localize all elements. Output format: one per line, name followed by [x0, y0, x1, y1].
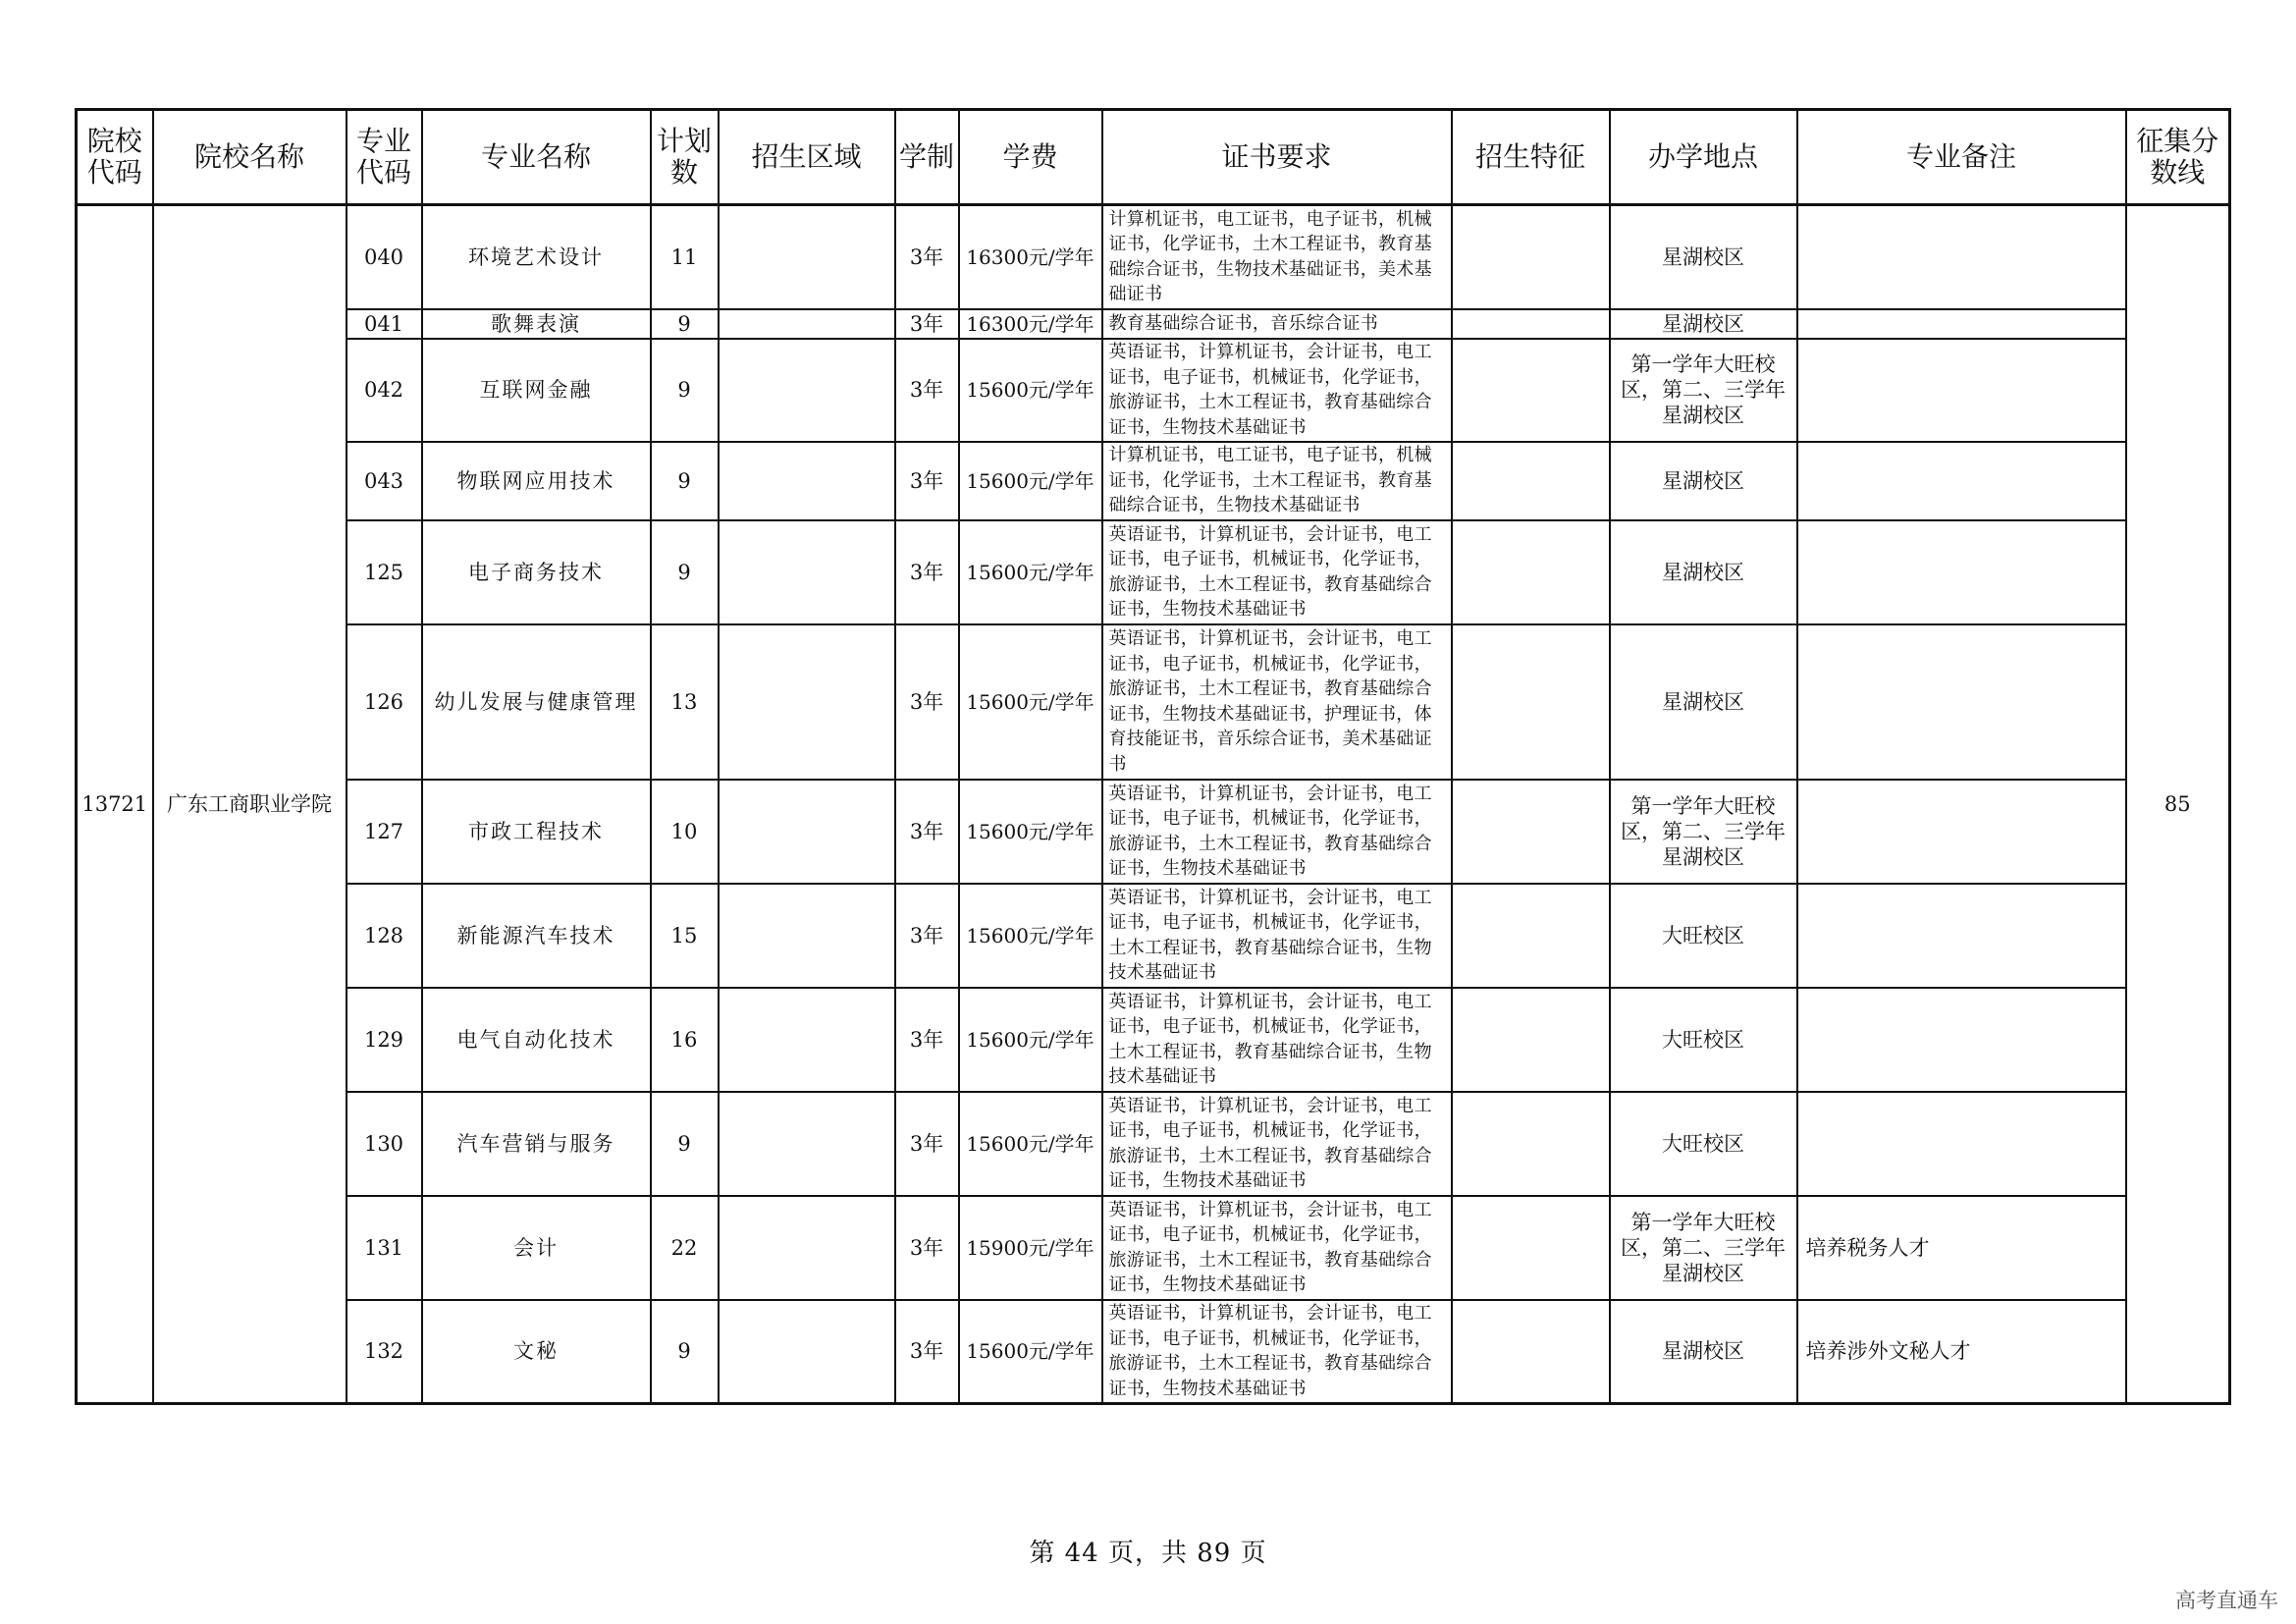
major-code-cell: 130	[347, 1092, 422, 1196]
plan-count-cell: 16	[651, 988, 719, 1092]
header-school-code: 院校代码	[77, 110, 153, 205]
major-name-cell: 环境艺术设计	[422, 205, 651, 309]
major-code-cell: 128	[347, 884, 422, 988]
feature-cell	[1452, 988, 1610, 1092]
fee-cell: 15600元/学年	[959, 988, 1102, 1092]
feature-cell	[1452, 884, 1610, 988]
school-name-cell: 广东工商职业学院	[153, 205, 347, 1404]
duration-cell: 3年	[895, 205, 959, 309]
certificate-cell: 英语证书，计算机证书，会计证书，电工证书，电子证书，机械证书，化学证书，旅游证书，土木工程证书，教育基础综合证书，生物技术基础证书	[1102, 1092, 1452, 1196]
region-cell	[719, 624, 895, 780]
table-row	[77, 205, 2230, 309]
feature-cell	[1452, 780, 1610, 884]
fee-cell: 15600元/学年	[959, 780, 1102, 884]
major-code-cell: 042	[347, 339, 422, 442]
note-cell	[1797, 520, 2126, 624]
certificate-cell: 计算机证书，电工证书，电子证书，机械证书，化学证书，土木工程证书，教育基础综合证书，生物技术基础证书	[1102, 442, 1452, 520]
certificate-cell: 英语证书，计算机证书，会计证书，电工证书，电子证书，机械证书，化学证书，旅游证书，土木工程证书，教育基础综合证书，生物技术基础证书	[1102, 780, 1452, 884]
duration-cell: 3年	[895, 1196, 959, 1300]
location-cell: 大旺校区	[1610, 988, 1797, 1092]
plan-count-cell: 22	[651, 1196, 719, 1300]
table-row	[77, 309, 2230, 339]
major-name-cell: 汽车营销与服务	[422, 1092, 651, 1196]
certificate-cell: 英语证书，计算机证书，会计证书，电工证书，电子证书，机械证书，化学证书，旅游证书，土木工程证书，教育基础综合证书，生物技术基础证书	[1102, 339, 1452, 442]
duration-cell: 3年	[895, 520, 959, 624]
plan-count-cell: 15	[651, 884, 719, 988]
fee-cell: 15600元/学年	[959, 339, 1102, 442]
note-cell	[1797, 309, 2126, 339]
plan-count-cell: 9	[651, 1092, 719, 1196]
note-cell	[1797, 780, 2126, 884]
feature-cell	[1452, 1300, 1610, 1404]
fee-cell: 15600元/学年	[959, 442, 1102, 520]
certificate-cell: 英语证书，计算机证书，会计证书，电工证书，电子证书，机械证书，化学证书，旅游证书，土木工程证书，教育基础综合证书，生物技术基础证书	[1102, 1196, 1452, 1300]
certificate-cell: 英语证书，计算机证书，会计证书，电工证书，电子证书，机械证书，化学证书，旅游证书，土木工程证书，教育基础综合证书，生物技术基础证书，护理证书，体育技能证书，音乐综合证书，美术基础证书	[1102, 624, 1452, 780]
region-cell	[719, 988, 895, 1092]
major-name-cell: 幼儿发展与健康管理	[422, 624, 651, 780]
certificate-cell: 教育基础综合证书，音乐综合证书	[1102, 309, 1452, 339]
feature-cell	[1452, 309, 1610, 339]
certificate-cell: 英语证书，计算机证书，会计证书，电工证书，电子证书，机械证书，化学证书，旅游证书，土木工程证书，教育基础综合证书，生物技术基础证书	[1102, 1300, 1452, 1404]
score-line-cell: 85	[2126, 205, 2230, 1404]
feature-cell	[1452, 1092, 1610, 1196]
note-cell	[1797, 339, 2126, 442]
note-cell: 培养税务人才	[1797, 1196, 2126, 1300]
note-cell: 培养涉外文秘人才	[1797, 1300, 2126, 1404]
plan-count-cell: 10	[651, 780, 719, 884]
feature-cell	[1452, 205, 1610, 309]
header-fee: 学费	[959, 110, 1102, 205]
note-cell	[1797, 884, 2126, 988]
plan-count-cell: 9	[651, 1300, 719, 1404]
table-row	[77, 1092, 2230, 1196]
fee-cell: 15600元/学年	[959, 884, 1102, 988]
region-cell	[719, 1092, 895, 1196]
location-cell: 星湖校区	[1610, 309, 1797, 339]
location-cell: 星湖校区	[1610, 442, 1797, 520]
header-location: 办学地点	[1610, 110, 1797, 205]
header-major-code: 专业代码	[347, 110, 422, 205]
duration-cell: 3年	[895, 1092, 959, 1196]
duration-cell: 3年	[895, 309, 959, 339]
table-body	[77, 205, 2230, 1404]
watermark: 高考直通车	[2175, 1589, 2278, 1612]
fee-cell: 15600元/学年	[959, 1300, 1102, 1404]
location-cell: 大旺校区	[1610, 1092, 1797, 1196]
header-certificate: 证书要求	[1102, 110, 1452, 205]
major-name-cell: 歌舞表演	[422, 309, 651, 339]
plan-count-cell: 9	[651, 520, 719, 624]
major-code-cell: 040	[347, 205, 422, 309]
header-score-line: 征集分数线	[2126, 110, 2230, 205]
table-row	[77, 1300, 2230, 1404]
location-cell: 星湖校区	[1610, 520, 1797, 624]
header-major-name: 专业名称	[422, 110, 651, 205]
duration-cell: 3年	[895, 988, 959, 1092]
location-cell: 第一学年大旺校区，第二、三学年星湖校区	[1610, 339, 1797, 442]
note-cell	[1797, 988, 2126, 1092]
fee-cell: 15600元/学年	[959, 520, 1102, 624]
region-cell	[719, 309, 895, 339]
header-feature: 招生特征	[1452, 110, 1610, 205]
admission-plan-sheet	[75, 108, 2228, 1405]
header-school-name: 院校名称	[153, 110, 347, 205]
header-duration: 学制	[895, 110, 959, 205]
region-cell	[719, 1196, 895, 1300]
plan-count-cell: 9	[651, 339, 719, 442]
feature-cell	[1452, 339, 1610, 442]
note-cell	[1797, 624, 2126, 780]
duration-cell: 3年	[895, 780, 959, 884]
plan-count-cell: 13	[651, 624, 719, 780]
feature-cell	[1452, 520, 1610, 624]
school-code-cell: 13721	[77, 205, 153, 1404]
table-row	[77, 520, 2230, 624]
region-cell	[719, 442, 895, 520]
table-row	[77, 780, 2230, 884]
feature-cell	[1452, 442, 1610, 520]
table-header-row	[77, 110, 2230, 205]
region-cell	[719, 780, 895, 884]
plan-count-cell: 9	[651, 309, 719, 339]
table-row	[77, 1196, 2230, 1300]
location-cell: 第一学年大旺校区，第二、三学年星湖校区	[1610, 1196, 1797, 1300]
major-name-cell: 互联网金融	[422, 339, 651, 442]
location-cell: 大旺校区	[1610, 884, 1797, 988]
region-cell	[719, 339, 895, 442]
header-plan-count: 计划数	[651, 110, 719, 205]
feature-cell	[1452, 624, 1610, 780]
duration-cell: 3年	[895, 442, 959, 520]
plan-count-cell: 11	[651, 205, 719, 309]
note-cell	[1797, 205, 2126, 309]
region-cell	[719, 884, 895, 988]
duration-cell: 3年	[895, 1300, 959, 1404]
plan-count-cell: 9	[651, 442, 719, 520]
table-row	[77, 442, 2230, 520]
major-code-cell: 132	[347, 1300, 422, 1404]
certificate-cell: 英语证书，计算机证书，会计证书，电工证书，电子证书，机械证书，化学证书，旅游证书，土木工程证书，教育基础综合证书，生物技术基础证书	[1102, 520, 1452, 624]
major-code-cell: 041	[347, 309, 422, 339]
duration-cell: 3年	[895, 884, 959, 988]
fee-cell: 16300元/学年	[959, 309, 1102, 339]
major-code-cell: 125	[347, 520, 422, 624]
location-cell: 星湖校区	[1610, 624, 1797, 780]
major-name-cell: 电气自动化技术	[422, 988, 651, 1092]
certificate-cell: 计算机证书，电工证书，电子证书，机械证书，化学证书，土木工程证书，教育基础综合证书，生物技术基础证书，美术基础证书	[1102, 205, 1452, 309]
certificate-cell: 英语证书，计算机证书，会计证书，电工证书，电子证书，机械证书，化学证书，土木工程证书，教育基础综合证书，生物技术基础证书	[1102, 988, 1452, 1092]
location-cell: 第一学年大旺校区，第二、三学年星湖校区	[1610, 780, 1797, 884]
page-number: 第 44 页，共 89 页	[1029, 1539, 1267, 1568]
major-name-cell: 会计	[422, 1196, 651, 1300]
major-name-cell: 物联网应用技术	[422, 442, 651, 520]
header-note: 专业备注	[1797, 110, 2126, 205]
location-cell: 星湖校区	[1610, 205, 1797, 309]
duration-cell: 3年	[895, 339, 959, 442]
fee-cell: 16300元/学年	[959, 205, 1102, 309]
region-cell	[719, 1300, 895, 1404]
major-code-cell: 043	[347, 442, 422, 520]
table-row	[77, 988, 2230, 1092]
major-name-cell: 市政工程技术	[422, 780, 651, 884]
location-cell: 星湖校区	[1610, 1300, 1797, 1404]
region-cell	[719, 205, 895, 309]
region-cell	[719, 520, 895, 624]
major-name-cell: 文秘	[422, 1300, 651, 1404]
major-code-cell: 127	[347, 780, 422, 884]
fee-cell: 15600元/学年	[959, 624, 1102, 780]
major-code-cell: 131	[347, 1196, 422, 1300]
major-code-cell: 126	[347, 624, 422, 780]
major-code-cell: 129	[347, 988, 422, 1092]
admission-plan-table	[75, 108, 2231, 1405]
fee-cell: 15600元/学年	[959, 1092, 1102, 1196]
major-name-cell: 电子商务技术	[422, 520, 651, 624]
fee-cell: 15900元/学年	[959, 1196, 1102, 1300]
header-region: 招生区域	[719, 110, 895, 205]
table-row	[77, 339, 2230, 442]
table-row	[77, 624, 2230, 780]
note-cell	[1797, 1092, 2126, 1196]
duration-cell: 3年	[895, 624, 959, 780]
feature-cell	[1452, 1196, 1610, 1300]
major-name-cell: 新能源汽车技术	[422, 884, 651, 988]
certificate-cell: 英语证书，计算机证书，会计证书，电工证书，电子证书，机械证书，化学证书，土木工程证书，教育基础综合证书，生物技术基础证书	[1102, 884, 1452, 988]
note-cell	[1797, 442, 2126, 520]
table-row	[77, 884, 2230, 988]
